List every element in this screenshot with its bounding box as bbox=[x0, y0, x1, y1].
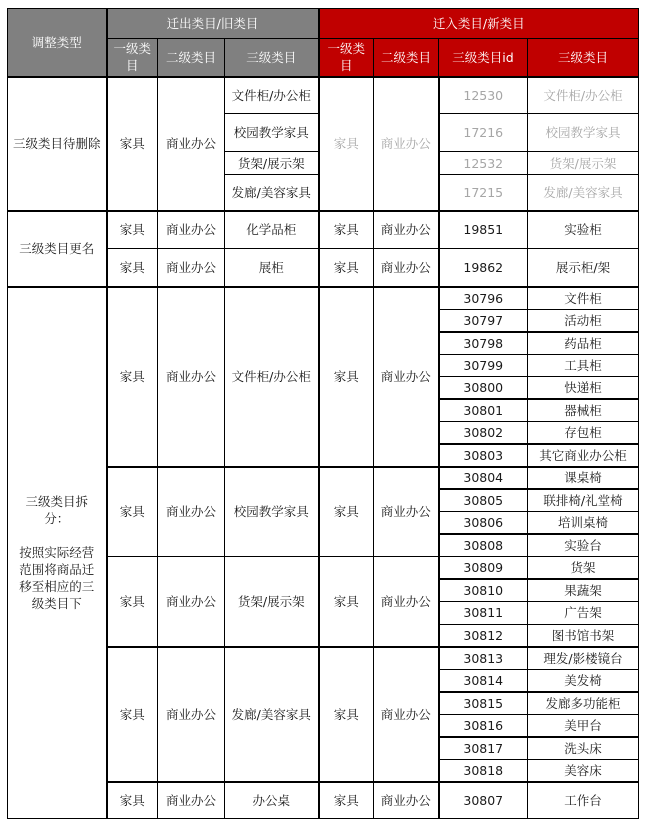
in-l3: 货架/展示架 bbox=[528, 152, 639, 175]
in-l2: 商业办公 bbox=[374, 249, 439, 287]
header-in-l1: 一级类目 bbox=[319, 39, 374, 77]
in-l3: 校园教学家具 bbox=[528, 114, 639, 152]
out-l3: 校园教学家具 bbox=[225, 114, 319, 152]
in-l3-id: 30813 bbox=[439, 647, 528, 670]
in-l3: 理发/影楼镜台 bbox=[528, 647, 639, 670]
in-l1: 家具 bbox=[319, 211, 374, 249]
in-l3-id: 17215 bbox=[439, 175, 528, 211]
in-l3-id: 30817 bbox=[439, 737, 528, 760]
out-l2: 商业办公 bbox=[158, 467, 225, 557]
in-l3-id: 30807 bbox=[439, 782, 528, 819]
in-l3: 展示柜/架 bbox=[528, 249, 639, 287]
in-l3-id: 30809 bbox=[439, 557, 528, 580]
in-l3: 美甲台 bbox=[528, 714, 639, 737]
out-l1: 家具 bbox=[107, 557, 158, 647]
out-l2: 商业办公 bbox=[158, 287, 225, 467]
in-l3-id: 30816 bbox=[439, 714, 528, 737]
in-l3: 工具柜 bbox=[528, 354, 639, 377]
out-l2: 商业办公 bbox=[158, 557, 225, 647]
split-type-desc: 按照实际经营范围将商品迁移至相应的三级类目下 bbox=[19, 545, 95, 612]
in-l2: 商业办公 bbox=[374, 467, 439, 557]
in-l1: 家具 bbox=[319, 77, 374, 211]
in-l3-id: 30808 bbox=[439, 534, 528, 557]
out-l3: 货架/展示架 bbox=[225, 557, 319, 647]
out-l1: 家具 bbox=[107, 211, 158, 249]
in-l1: 家具 bbox=[319, 782, 374, 819]
in-l3-id: 30797 bbox=[439, 309, 528, 332]
out-l2: 商业办公 bbox=[158, 647, 225, 782]
header-in-l2: 二级类目 bbox=[374, 39, 439, 77]
in-l3: 发廊多功能柜 bbox=[528, 692, 639, 715]
out-l2: 商业办公 bbox=[158, 249, 225, 287]
in-l3: 美容床 bbox=[528, 759, 639, 782]
out-l2: 商业办公 bbox=[158, 211, 225, 249]
in-l2: 商业办公 bbox=[374, 287, 439, 467]
in-l3-id: 30810 bbox=[439, 579, 528, 602]
in-l2: 商业办公 bbox=[374, 782, 439, 819]
in-l3: 货架 bbox=[528, 557, 639, 580]
in-l3: 课桌椅 bbox=[528, 467, 639, 490]
in-l2: 商业办公 bbox=[374, 211, 439, 249]
in-l3: 实验柜 bbox=[528, 211, 639, 249]
in-l3-id: 30799 bbox=[439, 354, 528, 377]
in-l3: 广告架 bbox=[528, 602, 639, 625]
in-l3-id: 30812 bbox=[439, 624, 528, 647]
in-l3-id: 30814 bbox=[439, 669, 528, 692]
category-adjustment-table bbox=[7, 8, 639, 819]
header-out-l1: 一级类目 bbox=[107, 39, 158, 77]
in-l3: 果蔬架 bbox=[528, 579, 639, 602]
out-l3: 货架/展示架 bbox=[225, 152, 319, 175]
out-l1: 家具 bbox=[107, 77, 158, 211]
in-l1: 家具 bbox=[319, 249, 374, 287]
in-l3-id: 12530 bbox=[439, 77, 528, 114]
in-l3-id: 30811 bbox=[439, 602, 528, 625]
in-l2: 商业办公 bbox=[374, 77, 439, 211]
in-l2: 商业办公 bbox=[374, 557, 439, 647]
in-l3: 药品柜 bbox=[528, 332, 639, 355]
out-l1: 家具 bbox=[107, 647, 158, 782]
adjust-type-delete: 三级类目待删除 bbox=[8, 77, 107, 211]
in-l3: 实验台 bbox=[528, 534, 639, 557]
header-in-l3: 三级类目 bbox=[528, 39, 639, 77]
in-l3: 工作台 bbox=[528, 782, 639, 819]
in-l1: 家具 bbox=[319, 467, 374, 557]
table-row bbox=[8, 211, 639, 249]
out-l1: 家具 bbox=[107, 467, 158, 557]
in-l3: 发廊/美容家具 bbox=[528, 175, 639, 211]
adjust-type-split bbox=[8, 287, 107, 819]
split-type-title: 三级类目拆分： bbox=[25, 494, 88, 527]
out-l1: 家具 bbox=[107, 249, 158, 287]
in-l3-id: 19851 bbox=[439, 211, 528, 249]
in-l3: 联排椅/礼堂椅 bbox=[528, 489, 639, 512]
in-l3: 图书馆书架 bbox=[528, 624, 639, 647]
header-in-l3-id: 三级类目id bbox=[439, 39, 528, 77]
out-l3: 校园教学家具 bbox=[225, 467, 319, 557]
in-l3: 文件柜/办公柜 bbox=[528, 77, 639, 114]
header-in-group: 迁入类目/新类目 bbox=[319, 9, 639, 39]
out-l3: 办公桌 bbox=[225, 782, 319, 819]
in-l3: 培训桌椅 bbox=[528, 512, 639, 535]
in-l3-id: 30798 bbox=[439, 332, 528, 355]
in-l3: 洗头床 bbox=[528, 737, 639, 760]
in-l3-id: 30805 bbox=[439, 489, 528, 512]
in-l3-id: 19862 bbox=[439, 249, 528, 287]
header-out-group: 迁出类目/旧类目 bbox=[107, 9, 319, 39]
out-l3: 发廊/美容家具 bbox=[225, 175, 319, 211]
table-row bbox=[8, 77, 639, 114]
in-l3: 活动柜 bbox=[528, 309, 639, 332]
header-out-l2: 二级类目 bbox=[158, 39, 225, 77]
in-l2: 商业办公 bbox=[374, 647, 439, 782]
adjust-type-rename: 三级类目更名 bbox=[8, 211, 107, 287]
in-l3-id: 12532 bbox=[439, 152, 528, 175]
in-l3-id: 30818 bbox=[439, 759, 528, 782]
in-l3-id: 30800 bbox=[439, 377, 528, 400]
out-l1: 家具 bbox=[107, 782, 158, 819]
in-l3: 器械柜 bbox=[528, 399, 639, 422]
in-l3-id: 30803 bbox=[439, 444, 528, 467]
in-l3-id: 30802 bbox=[439, 422, 528, 445]
out-l2: 商业办公 bbox=[158, 77, 225, 211]
out-l1: 家具 bbox=[107, 287, 158, 467]
in-l3-id: 30806 bbox=[439, 512, 528, 535]
out-l3: 文件柜/办公柜 bbox=[225, 287, 319, 467]
in-l3-id: 30796 bbox=[439, 287, 528, 310]
out-l3: 发廊/美容家具 bbox=[225, 647, 319, 782]
in-l3-id: 30804 bbox=[439, 467, 528, 490]
out-l3: 展柜 bbox=[225, 249, 319, 287]
in-l3-id: 30815 bbox=[439, 692, 528, 715]
in-l3: 文件柜 bbox=[528, 287, 639, 310]
out-l3: 文件柜/办公柜 bbox=[225, 77, 319, 114]
in-l1: 家具 bbox=[319, 287, 374, 467]
header-adjust-type: 调整类型 bbox=[8, 9, 107, 77]
table-row bbox=[8, 287, 639, 310]
in-l3-id: 30801 bbox=[439, 399, 528, 422]
in-l1: 家具 bbox=[319, 557, 374, 647]
in-l3-id: 17216 bbox=[439, 114, 528, 152]
in-l1: 家具 bbox=[319, 647, 374, 782]
in-l3: 存包柜 bbox=[528, 422, 639, 445]
in-l3: 其它商业办公柜 bbox=[528, 444, 639, 467]
header-out-l3: 三级类目 bbox=[225, 39, 319, 77]
in-l3: 美发椅 bbox=[528, 669, 639, 692]
in-l3: 快递柜 bbox=[528, 377, 639, 400]
out-l2: 商业办公 bbox=[158, 782, 225, 819]
out-l3: 化学品柜 bbox=[225, 211, 319, 249]
